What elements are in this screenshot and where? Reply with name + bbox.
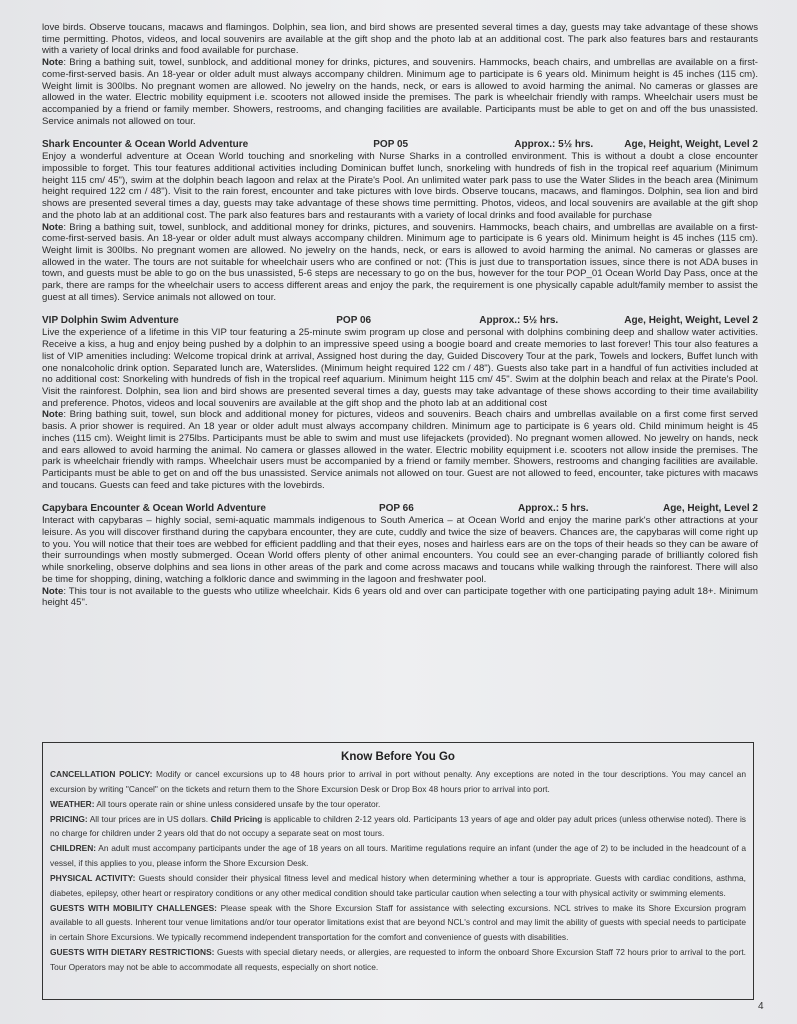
tour-description: Enjoy a wonderful adventure at Ocean World touching and snorkeling with Nurse Sharks in a controlled environment. This is without a doubt a close encounter impossible to forget. This tour features additional activities including Dominican buffet lunch, snorkeling with hundreds of fish in the tropical reef aquarium (Minimum height 115 cm/ 45"), swim at the dolphin beach lagoon and relax at the Pirate's Pool. An unlimited water park pass to use the Water Slides in the beach area (Minimum height required 122 cm / 48"). Visit to the rain forest, encounter and take pictures with love birds. Observe toucans, macaws, and flamingos. Dolphin, sea lion and bird shows are presented several times a day, guests may take advantage of these shows time permitting. Photos, videos, and local souvenirs are available at the gift shop and the photo lab at an additional cost. The park also features bars and restaurants with a variety of local drinks and food available for purchase bbox=[42, 151, 758, 221]
tour-name: Capybara Encounter & Ocean World Adventure bbox=[42, 503, 266, 515]
tour-header bbox=[42, 139, 758, 151]
tour-name: VIP Dolphin Swim Adventure bbox=[42, 315, 179, 327]
note-label: Note bbox=[42, 409, 64, 421]
tour-description: Interact with capybaras – highly social, semi-aquatic mammals indigenous to South America – at Ocean World and enjoy the marine park's other attractions at your leisure. As you will discover firsthand during the capybara encounter, they are cute, cuddly and twice the size of beavers. Chances are, the capybaras will come right up to you. You will notice that their toes are webbed for efficient paddling and that their eyes, noses and hairless ears are on the tops of their heads so they can be aware of their surroundings when mostly submerged. Ocean World offers plenty of other animal encounters. You could see an ever-changing parade of brilliantly colored fish while snorkeling, observe dolphins and sea lions in other areas of the park and come across macaws and toucans while walking through the rainforest. There will also be time for shopping, dining, watching a folkloric dance and swimming in the lagoon and freshwater pool. bbox=[42, 515, 758, 585]
page-number: 4 bbox=[758, 1001, 764, 1012]
pricing-policy bbox=[50, 812, 746, 841]
mobility-policy bbox=[50, 901, 746, 945]
policy-text: All tours operate rain or shine unless considered unsafe by the tour operator. bbox=[94, 798, 381, 809]
note-label: Note bbox=[42, 221, 64, 233]
tour-header bbox=[42, 503, 758, 515]
tour-note bbox=[42, 222, 758, 304]
cancellation-policy bbox=[50, 767, 746, 796]
tour-code: POP 66 bbox=[378, 503, 414, 515]
policy-text: Guests should consider their physical fitness level and medical history when determining whether a tour is appropriate. Guests with cardiac conditions, asthma, diabetes, epilepsy, other heart or respiratory conditions or any other medical condition should take particular caution when selecting a tour with physical activity or swimming elements. bbox=[50, 873, 747, 898]
policy-label: WEATHER: bbox=[50, 798, 95, 809]
note-label: Note bbox=[42, 585, 64, 597]
policy-text: Guests with special dietary needs, or allergies, are requested to inform the onboard Shore Excursion Staff 72 hours prior to arrival to the port. Tour Operators may not be able to accommodate all requests, especially on short notice. bbox=[50, 947, 746, 972]
note-text: : Bring a bathing suit, towel, sunblock, and additional money for drinks, pictures, and souvenirs. Hammocks, beach chairs, and umbrellas are available on a first-come-first-served basis. An 18-year or older adult must always accompany children. Minimum age to participate is 6 years old. Minimum height is 45 inches (115 cm). Weight limit is 300lbs. No pregnant women are allowed. No jewelry on the hands, neck, or ears is allowed to avoid harming the animal. No cameras or glasses are allowed in the water. The tours are not suitable for wheelchair users who are confined or not: (This is just due to transportation issues, since there is not ADA buses in town, and guests must be able to go on the bus unassisted, 5-6 steps are necessary to go on the bus, however for the tour POP_01 Ocean World Day Pass, once at the park, there are ramps for the wheelchair users to access different areas and enjoy the park, the requirement is one physically capable adult/family member to assist the guest at all times). Service animals not allowed on tour. bbox=[42, 221, 758, 303]
intro-note bbox=[42, 57, 758, 127]
tour-level: Age, Height, Weight, Level 2 bbox=[624, 315, 758, 327]
policy-label: PHYSICAL ACTIVITY: bbox=[50, 873, 136, 884]
know-before-title: Know Before You Go bbox=[341, 751, 455, 763]
tour-duration: Approx.: 5 hrs. bbox=[517, 503, 589, 515]
dietary-policy bbox=[50, 945, 746, 974]
children-policy bbox=[50, 841, 746, 870]
tour-duration: Approx.: 5½ hrs. bbox=[479, 315, 559, 327]
note-text: : Bring a bathing suit, towel, sunblock, and additional money for drinks, pictures, and souvenirs. Hammocks, beach chairs, and umbrellas are available on a first-come-first-served basis. An 18-year or older adult must always accompany children. Minimum age to participate is 6 years old. Minimum height is 45 inches (115 cm). Weight limit is 300lbs. No pregnant women are allowed. No jewelry on the hands, neck, or ears is allowed to avoid harming the animal. No cameras or glasses are allowed in the water. Electric mobility equipment i.e. scooters not allowed inside the premises. The park is wheelchair friendly with ramps. Wheelchair users must be accompanied by a friend or family member. Showers, restrooms, and changing facilities are available. Participants must be able to get on and off the bus unassisted. Service animals not allowed on tour. bbox=[42, 57, 758, 127]
tour-header bbox=[42, 315, 758, 327]
tour-description: Live the experience of a lifetime in this VIP tour featuring a 25-minute swim program up close and personal with dolphins combining deep and shallow water activities. Receive a kiss, a hug and enjoy being pushed by a dolphin to an impressive speed using a boogie board and create memories to last forever! This tour also features a list of VIP amenities including: Welcome tropical drink at arrival, Assigned host during the day, Guided Discovery Tour at the park, Towels and lockers, Buffet lunch with one nonalcoholic drink option. Separated lunch are, Waterslides. (Minimum height required 122 cm / 48"). Guests also take part in a handful of fun activities included at no additional cost: Snorkeling with hundreds of fish in the tropical reef aquarium. Minimum height 115 cm/ 45". Swim at the dolphin beach and relax at the Pirate's Pool. Visit the rainforest. Dolphin, sea lion and bird shows are presented several times a day, guests may take advantage of these shows according to their time availability and preference. Photos, videos and local souvenirs are available at the gift shop and the photo lab at an additional cost bbox=[42, 327, 758, 409]
tour-level: Age, Height, Weight, Level 2 bbox=[624, 139, 758, 151]
policy-text: All tour prices are in US dollars. bbox=[87, 813, 211, 824]
tour-pop05 bbox=[42, 139, 758, 303]
tour-name: Shark Encounter & Ocean World Adventure bbox=[42, 139, 249, 151]
policy-label: GUESTS WITH MOBILITY CHALLENGES: bbox=[50, 902, 217, 913]
policy-text-2: is applicable to children 2-12 years old. Participants 13 years of age and older pay adult prices (unless otherwise noted). There is no charge for children under 2 years old that do not occupy a separate seat on most tours. bbox=[50, 813, 746, 839]
tour-pop06 bbox=[42, 315, 758, 491]
tour-note bbox=[42, 409, 758, 491]
tour-note bbox=[42, 586, 758, 609]
tour-pop66 bbox=[42, 503, 758, 609]
intro-description: love birds. Observe toucans, macaws and flamingos. Dolphin, sea lion, and bird shows are presented several times a day, guests may take advantage of these shows time permitting. Photos, videos, and local souvenirs are available at the gift shop and the photo lab at an additional cost. The park also features bars and restaurants with a variety of local drinks and food available for purchase. bbox=[42, 22, 758, 57]
note-text: : This tour is not available to the guests who utilize wheelchair. Kids 6 years old and over can participate together with one participating paying adult 18+. Minimum height 45". bbox=[42, 585, 758, 609]
tour-code: POP 05 bbox=[373, 139, 409, 151]
tour-listings bbox=[42, 22, 758, 609]
tour-duration: Approx.: 5½ hrs. bbox=[514, 139, 594, 151]
tour-level: Age, Height, Level 2 bbox=[662, 503, 758, 515]
note-text: : Bring bathing suit, towel, sun block and additional money for pictures, videos and souvenirs. Beach chairs and umbrellas available on a first come first served basis. A prior shower is required. An 18 year or older adult must always accompany children. Minimum age to participate is 6 years old. Child minimum height is 45 inches (115 cm). Weight limit is 275lbs. Participants must be able to swim and must use lifejackets (provided). No pregnant women allowed. No jewelry on hands, neck and ears allowed to avoid harming the animal. No camera or glasses allowed in the water. Electric mobility equipment i.e. scooters not allow inside the premises. The park is wheelchair friendly with ramps. Wheelchair users must be accompanied by a friend or family member. Showers, restrooms and changing facilities are available. Participants must be able to get on and off the bus unassisted. Service animals not allowed on tour. Guest are not allowed to feed, encounter, take pictures with macaws and toucans. Guests can feed and take pictures with the lovebirds. bbox=[42, 409, 758, 491]
know-before-you-go-box bbox=[42, 742, 754, 1000]
policy-label: PRICING: bbox=[50, 813, 88, 824]
policy-text: Modify or cancel excursions up to 48 hours prior to arrival in port without penalty. Any exceptions are noted in the tour descriptions. You may cancel an excursion by writing "Cancel" on the tickets and return them to the Shore Excursion Desk or Drop Box 48 hours prior to arrival into port. bbox=[50, 769, 746, 794]
physical-activity-policy bbox=[50, 871, 746, 900]
weather-policy bbox=[50, 797, 746, 812]
policy-text: Please speak with the Shore Excursion Staff for assistance with selecting excursions. NCL strives to make its Shore Excursion program available to all guests. Inherent tour venue limitations and/or tour operator limitations exist that are beyond NCL's control and may limit the ability of guests with special needs to participate in certain Shore Excursions. We typically recommend independent transportation for the comfort and convenience of guests with disabilities. bbox=[50, 902, 746, 943]
tour-code: POP 06 bbox=[336, 315, 372, 327]
policy-label: CHILDREN: bbox=[50, 843, 97, 854]
note-label: Note bbox=[42, 57, 64, 69]
policy-text: An adult must accompany participants under the age of 18 years on all tours. Maritime regulations require an infant (under the age of 2) to be included in the headcount of a vessel, if this applies to you, please inform the Shore Excursion Desk. bbox=[50, 843, 746, 869]
policy-label: GUESTS WITH DIETARY RESTRICTIONS: bbox=[50, 947, 215, 958]
policy-label: CANCELLATION POLICY: bbox=[50, 769, 153, 779]
child-pricing-label: Child Pricing bbox=[210, 813, 263, 824]
